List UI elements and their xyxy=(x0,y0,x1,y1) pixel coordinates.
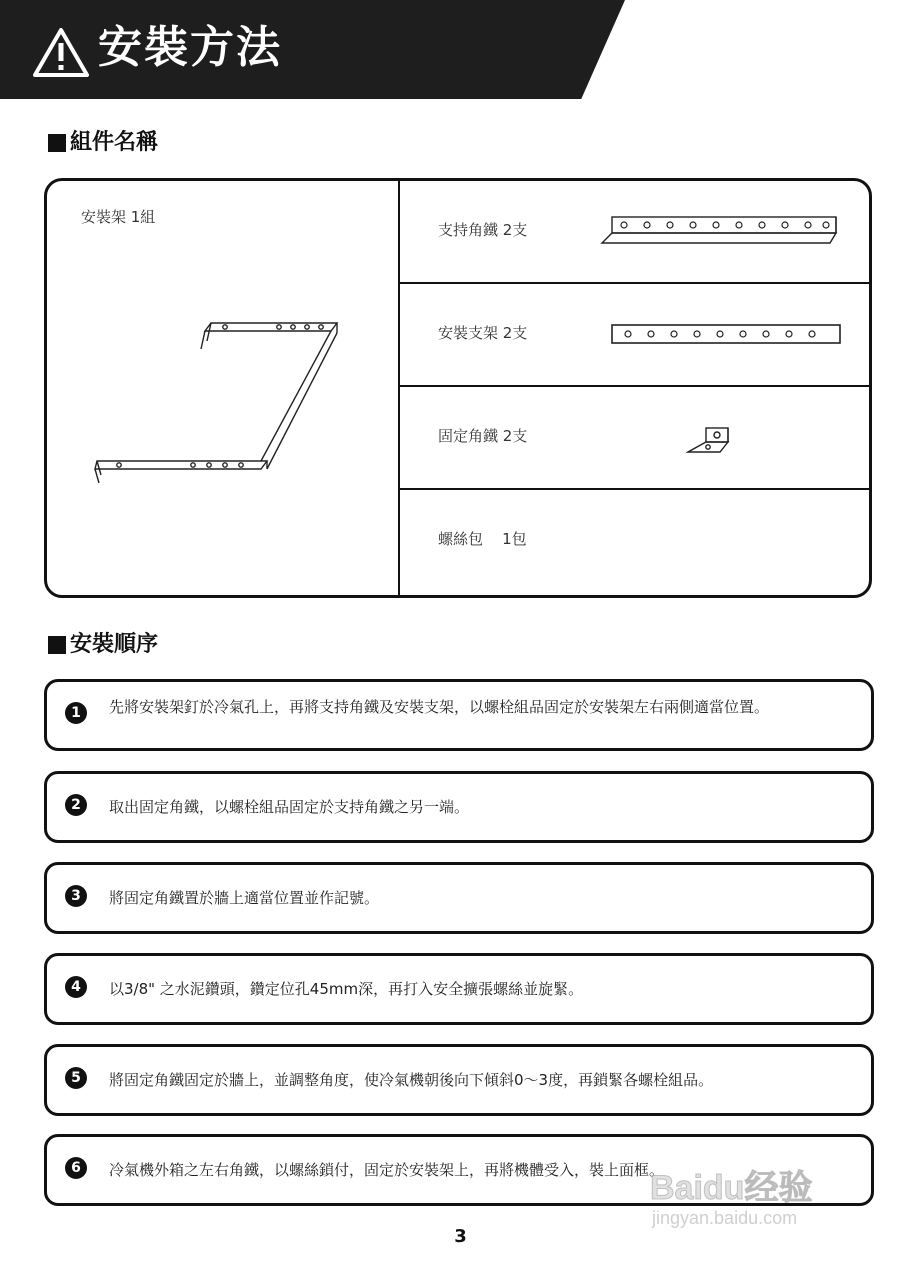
step-card xyxy=(44,862,874,934)
step-number-badge: 5 xyxy=(65,1067,87,1089)
page-number: 3 xyxy=(454,1226,467,1247)
steps-section-heading xyxy=(48,630,158,660)
steps-heading-text: 安裝順序 xyxy=(70,632,159,657)
step-number-badge: 1 xyxy=(65,702,87,724)
square-bullet-icon xyxy=(48,636,66,654)
parts-section-heading xyxy=(48,128,158,158)
step-number-badge: 4 xyxy=(65,976,87,998)
part-row xyxy=(400,284,869,387)
part-row xyxy=(400,387,869,490)
step-text: 取出固定角鐵，以螺栓組品固定於支持角鐵之另一端。 xyxy=(109,798,470,816)
step-number-badge: 3 xyxy=(65,885,87,907)
part-label: 安裝支架 2支 xyxy=(438,324,528,342)
part-row xyxy=(400,181,869,284)
parts-heading-text: 組件名稱 xyxy=(70,130,159,155)
page-title: 安裝方法 xyxy=(98,22,282,73)
mounting-bracket-icon xyxy=(610,322,842,346)
step-text: 將固定角鐵固定於牆上，並調整角度，使冷氣機朝後向下傾斜0～3度，再鎖緊各螺栓組品。 xyxy=(109,1071,714,1089)
watermark-url: jingyan.baidu.com xyxy=(652,1208,798,1228)
step-number-badge: 6 xyxy=(65,1157,87,1179)
parts-items xyxy=(400,181,869,595)
step-text: 先將安裝架釘於冷氣孔上，再將支持角鐵及安裝支架，以螺栓組品固定於安裝架左右兩側適當位置。 xyxy=(109,698,770,716)
step-text: 冷氣機外箱之左右角鐵，以螺絲鎖付，固定於安裝架上，再將機體受入，裝上面框。 xyxy=(109,1161,665,1179)
part-row xyxy=(400,490,869,593)
title-banner xyxy=(0,0,625,99)
step-card xyxy=(44,953,874,1025)
warning-triangle-icon xyxy=(32,26,90,78)
watermark-logo: Baidu经验 xyxy=(650,1169,813,1207)
mounting-frame-icon xyxy=(93,311,343,501)
step-card xyxy=(44,1044,874,1116)
part-label: 固定角鐵 2支 xyxy=(438,427,528,445)
part-label: 支持角鐵 2支 xyxy=(438,221,528,239)
step-number-badge: 2 xyxy=(65,794,87,816)
support-angle-iron-icon xyxy=(600,211,840,247)
square-bullet-icon xyxy=(48,134,66,152)
fixing-angle-iron-icon xyxy=(686,425,732,455)
parts-table xyxy=(44,178,872,598)
parts-frame-cell xyxy=(47,181,400,595)
step-card xyxy=(44,679,874,751)
step-text: 以3/8" 之水泥鑽頭，鑽定位孔45mm深，再打入安全擴張螺絲並旋緊。 xyxy=(109,980,584,998)
frame-label: 安裝架 1組 xyxy=(81,208,156,226)
part-label: 螺絲包 1包 xyxy=(438,530,527,548)
step-text: 將固定角鐵置於牆上適當位置並作記號。 xyxy=(109,889,380,907)
step-card xyxy=(44,771,874,843)
